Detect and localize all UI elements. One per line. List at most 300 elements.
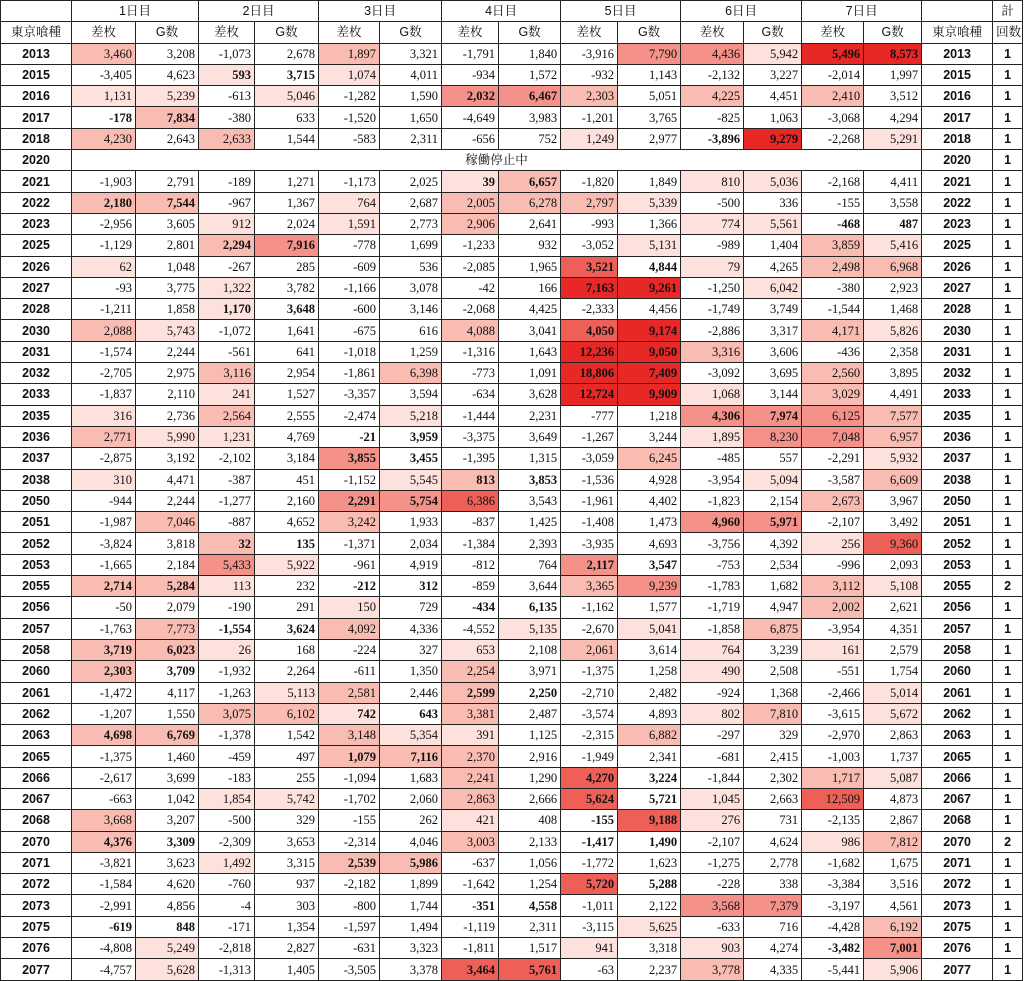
count-cell: 1 <box>993 171 1023 192</box>
games-cell: 2,184 <box>136 554 199 575</box>
sasu-cell: -1,444 <box>442 405 499 426</box>
table-row <box>1 810 1023 831</box>
sasu-cell: 2,002 <box>802 597 864 618</box>
sasu-cell: -1,554 <box>199 618 255 639</box>
games-cell: 1,840 <box>499 43 561 64</box>
table-row <box>1 618 1023 639</box>
sasu-cell: 1,231 <box>199 426 255 447</box>
sasu-cell: 3,148 <box>319 725 380 746</box>
games-cell: 5,416 <box>864 235 922 256</box>
sasu-cell: 2,410 <box>802 86 864 107</box>
machine-number-cell: 2062 <box>1 703 72 724</box>
table-row <box>1 725 1023 746</box>
games-cell: 1,490 <box>618 831 681 852</box>
games-cell: 1,259 <box>380 341 442 362</box>
games-cell: 2,663 <box>744 788 802 809</box>
sasu-cell: -1,408 <box>561 512 618 533</box>
sasu-cell: 310 <box>72 469 136 490</box>
count-cell: 1 <box>993 661 1023 682</box>
sasu-cell: -1,772 <box>561 852 618 873</box>
total-header: 計 <box>993 1 1023 22</box>
games-cell: 3,605 <box>136 213 199 234</box>
games-cell: 9,909 <box>618 384 681 405</box>
games-cell: 2,641 <box>499 213 561 234</box>
header-blank-right <box>922 1 993 22</box>
games-cell: 4,451 <box>744 86 802 107</box>
games-cell: 2,244 <box>136 341 199 362</box>
count-cell: 1 <box>993 86 1023 107</box>
games-cell: 5,932 <box>864 448 922 469</box>
machine-number-cell: 2051 <box>1 512 72 533</box>
machine-number-cell: 2022 <box>1 192 72 213</box>
sasu-cell: -2,886 <box>681 320 744 341</box>
games-cell: 4,392 <box>744 533 802 554</box>
day-header: 5日目 <box>561 1 681 22</box>
games-cell: 2,122 <box>618 895 681 916</box>
machine-number-cell: 2058 <box>1 639 72 660</box>
sasu-cell: 1,249 <box>561 128 618 149</box>
games-cell: 3,078 <box>380 277 442 298</box>
sasu-cell: -1,316 <box>442 341 499 362</box>
games-cell: 3,543 <box>499 490 561 511</box>
games-cell: 5,014 <box>864 682 922 703</box>
count-cell: 1 <box>993 256 1023 277</box>
games-cell: 2,621 <box>864 597 922 618</box>
sasu-cell: 12,509 <box>802 788 864 809</box>
sasu-cell: -837 <box>442 512 499 533</box>
games-cell: 3,644 <box>499 576 561 597</box>
sasu-cell: 113 <box>199 576 255 597</box>
sasu-cell: 1,492 <box>199 852 255 873</box>
games-cell: 2,154 <box>744 490 802 511</box>
sasu-cell: -1,233 <box>442 235 499 256</box>
games-cell: 6,102 <box>255 703 319 724</box>
sasu-cell: -3,375 <box>442 426 499 447</box>
games-cell: 4,425 <box>499 299 561 320</box>
games-cell: 1,254 <box>499 874 561 895</box>
sasu-cell: 2,370 <box>442 746 499 767</box>
games-cell: 937 <box>255 874 319 895</box>
table-row <box>1 533 1023 554</box>
games-cell: 7,812 <box>864 831 922 852</box>
games-cell: 1,404 <box>744 235 802 256</box>
sasu-cell: 813 <box>442 469 499 490</box>
games-cell: 3,695 <box>744 363 802 384</box>
games-cell: 1,042 <box>136 788 199 809</box>
sasu-cell: -2,085 <box>442 256 499 277</box>
sasu-cell: 2,180 <box>72 192 136 213</box>
games-cell: 7,577 <box>864 405 922 426</box>
games-cell: 1,517 <box>499 938 561 959</box>
sasu-cell: -4,808 <box>72 938 136 959</box>
sasu-cell: -1,417 <box>561 831 618 852</box>
sasu-cell: -1,094 <box>319 767 380 788</box>
sasu-cell: -1,384 <box>442 533 499 554</box>
sasu-cell: -1,119 <box>442 916 499 937</box>
games-cell: 5,826 <box>864 320 922 341</box>
day-header: 7日目 <box>802 1 922 22</box>
machine-number-cell: 2017 <box>1 107 72 128</box>
machine-number-cell: 2060 <box>922 661 993 682</box>
sasu-cell: -3,935 <box>561 533 618 554</box>
sasu-cell: -825 <box>681 107 744 128</box>
sasu-cell: -2,670 <box>561 618 618 639</box>
games-cell: 232 <box>255 576 319 597</box>
sasu-cell: -1,275 <box>681 852 744 873</box>
games-cell: 4,491 <box>864 384 922 405</box>
games-cell: 1,675 <box>864 852 922 873</box>
machine-number-cell: 2028 <box>1 299 72 320</box>
games-cell: 4,336 <box>380 618 442 639</box>
count-cell: 1 <box>993 192 1023 213</box>
table-row <box>1 703 1023 724</box>
games-cell: 1,290 <box>499 767 561 788</box>
machine-number-cell: 2075 <box>922 916 993 937</box>
games-cell: 2,237 <box>618 959 681 980</box>
games-cell: 1,091 <box>499 363 561 384</box>
sasu-cell: 39 <box>442 171 499 192</box>
sasu-cell: -887 <box>199 512 255 533</box>
games-cell: 6,769 <box>136 725 199 746</box>
sasu-cell: 912 <box>199 213 255 234</box>
sasu-cell: 1,717 <box>802 767 864 788</box>
sasu-cell: -1,250 <box>681 277 744 298</box>
sasu-cell: -3,954 <box>681 469 744 490</box>
sasu-cell: 2,088 <box>72 320 136 341</box>
machine-number-cell: 2020 <box>1 150 72 171</box>
games-cell: 5,108 <box>864 576 922 597</box>
machine-number-cell: 2052 <box>1 533 72 554</box>
games-cell: 1,849 <box>618 171 681 192</box>
sasu-cell: -1,949 <box>561 746 618 767</box>
games-cell: 4,335 <box>744 959 802 980</box>
machine-number-cell: 2072 <box>922 874 993 895</box>
sasu-cell: 150 <box>319 597 380 618</box>
sasu-cell: -459 <box>199 746 255 767</box>
table-row <box>1 916 1023 937</box>
table-row <box>1 576 1023 597</box>
sasu-cell: -663 <box>72 788 136 809</box>
sasu-cell: -468 <box>802 213 864 234</box>
machine-number-cell: 2026 <box>922 256 993 277</box>
games-cell: 536 <box>380 256 442 277</box>
games-column-header: G数 <box>380 22 442 43</box>
games-cell: 255 <box>255 767 319 788</box>
sasu-cell: -1,162 <box>561 597 618 618</box>
machine-number-cell: 2071 <box>922 852 993 873</box>
sasu-cell: 3,116 <box>199 363 255 384</box>
sasu-cell: -2,182 <box>319 874 380 895</box>
games-cell: 7,544 <box>136 192 199 213</box>
sasu-cell: -3,059 <box>561 448 618 469</box>
sasu-cell: -2,991 <box>72 895 136 916</box>
games-cell: 6,657 <box>499 171 561 192</box>
sasu-cell: -2,168 <box>802 171 864 192</box>
sasu-cell: -212 <box>319 576 380 597</box>
sasu-cell: 4,225 <box>681 86 744 107</box>
table-row <box>1 363 1023 384</box>
machine-number-cell: 2077 <box>1 959 72 980</box>
games-cell: 2,678 <box>255 43 319 64</box>
count-cell: 1 <box>993 320 1023 341</box>
sasu-cell: -1,072 <box>199 320 255 341</box>
games-cell: 2,025 <box>380 171 442 192</box>
sasu-cell: 4,270 <box>561 767 618 788</box>
sasu-cell: 764 <box>319 192 380 213</box>
games-cell: 3,239 <box>744 639 802 660</box>
sasu-cell: -224 <box>319 639 380 660</box>
sasu-cell: -2,710 <box>561 682 618 703</box>
games-cell: 7,834 <box>136 107 199 128</box>
games-cell: 3,699 <box>136 767 199 788</box>
games-cell: 731 <box>744 810 802 831</box>
games-cell: 2,311 <box>380 128 442 149</box>
sasu-cell: -155 <box>802 192 864 213</box>
games-cell: 6,245 <box>618 448 681 469</box>
sasu-cell: -1,584 <box>72 874 136 895</box>
sasu-cell: 3,859 <box>802 235 864 256</box>
games-cell: 7,046 <box>136 512 199 533</box>
sasu-cell: -4,428 <box>802 916 864 937</box>
games-cell: 2,250 <box>499 682 561 703</box>
sasu-cell: -656 <box>442 128 499 149</box>
games-cell: 3,547 <box>618 554 681 575</box>
games-column-header: G数 <box>499 22 561 43</box>
sasu-cell: -619 <box>72 916 136 937</box>
games-cell: 4,893 <box>618 703 681 724</box>
games-cell: 4,652 <box>255 512 319 533</box>
games-cell: 1,143 <box>618 64 681 85</box>
machine-number-cell: 2056 <box>1 597 72 618</box>
table-row <box>1 639 1023 660</box>
games-cell: 6,023 <box>136 639 199 660</box>
sasu-cell: -93 <box>72 277 136 298</box>
table-row <box>1 831 1023 852</box>
sasu-cell: -967 <box>199 192 255 213</box>
count-cell: 1 <box>993 746 1023 767</box>
sasu-cell: -3,821 <box>72 852 136 873</box>
games-cell: 5,036 <box>744 171 802 192</box>
games-cell: 5,135 <box>499 618 561 639</box>
games-cell: 5,561 <box>744 213 802 234</box>
sasu-cell: -3,197 <box>802 895 864 916</box>
sasu-cell: 4,376 <box>72 831 136 852</box>
games-cell: 1,063 <box>744 107 802 128</box>
machine-number-cell: 2015 <box>1 64 72 85</box>
machine-number-cell: 2021 <box>1 171 72 192</box>
games-cell: 2,110 <box>136 384 199 405</box>
table-row <box>1 43 1023 64</box>
count-cell: 1 <box>993 448 1023 469</box>
games-cell: 7,773 <box>136 618 199 639</box>
games-cell: 3,895 <box>864 363 922 384</box>
sasu-cell: -1,267 <box>561 426 618 447</box>
sasu-cell: 62 <box>72 256 136 277</box>
games-cell: 3,208 <box>136 43 199 64</box>
sasu-cell: -1,574 <box>72 341 136 362</box>
sasu-cell: -1,783 <box>681 576 744 597</box>
games-cell: 3,775 <box>136 277 199 298</box>
sasu-cell: -380 <box>802 277 864 298</box>
games-cell: 5,249 <box>136 938 199 959</box>
sasu-cell: -2,068 <box>442 299 499 320</box>
sasu-cell: -681 <box>681 746 744 767</box>
sasu-cell: -267 <box>199 256 255 277</box>
games-cell: 7,810 <box>744 703 802 724</box>
sasu-cell: -1,844 <box>681 767 744 788</box>
games-cell: 5,761 <box>499 959 561 980</box>
games-cell: 3,244 <box>618 426 681 447</box>
machine-number-cell: 2038 <box>922 469 993 490</box>
sasu-cell: -3,896 <box>681 128 744 149</box>
sasu-cell: -2,132 <box>681 64 744 85</box>
games-cell: 4,351 <box>864 618 922 639</box>
games-cell: 641 <box>255 341 319 362</box>
sasu-cell: -1,520 <box>319 107 380 128</box>
sasu-cell: -2,956 <box>72 213 136 234</box>
count-cell: 1 <box>993 363 1023 384</box>
games-cell: 2,643 <box>136 128 199 149</box>
games-cell: 262 <box>380 810 442 831</box>
games-cell: 3,321 <box>380 43 442 64</box>
games-cell: 3,317 <box>744 320 802 341</box>
games-cell: 3,558 <box>864 192 922 213</box>
sasu-cell: -2,466 <box>802 682 864 703</box>
games-cell: 2,160 <box>255 490 319 511</box>
games-cell: 7,001 <box>864 938 922 959</box>
games-cell: 5,087 <box>864 767 922 788</box>
header-row-columns <box>1 22 1023 43</box>
sasu-cell: -1,719 <box>681 597 744 618</box>
sasu-cell: -1,823 <box>681 490 744 511</box>
games-cell: 497 <box>255 746 319 767</box>
games-cell: 5,041 <box>618 618 681 639</box>
sasu-cell: -1,073 <box>199 43 255 64</box>
games-cell: 487 <box>864 213 922 234</box>
sasu-cell: -1,961 <box>561 490 618 511</box>
sasu-cell: -859 <box>442 576 499 597</box>
count-cell: 1 <box>993 235 1023 256</box>
table-row <box>1 235 1023 256</box>
games-cell: 1,494 <box>380 916 442 937</box>
sasu-cell: 903 <box>681 938 744 959</box>
games-cell: 2,244 <box>136 490 199 511</box>
sasu-cell: 5,624 <box>561 788 618 809</box>
games-cell: 3,315 <box>255 852 319 873</box>
sasu-cell: -2,014 <box>802 64 864 85</box>
sasu-cell: -561 <box>199 341 255 362</box>
sasu-cell: -5,441 <box>802 959 864 980</box>
sasu-cell: 2,633 <box>199 128 255 149</box>
games-cell: 1,933 <box>380 512 442 533</box>
sasu-cell: 986 <box>802 831 864 852</box>
games-cell: 1,405 <box>255 959 319 980</box>
sasu-cell: -800 <box>319 895 380 916</box>
games-cell: 5,625 <box>618 916 681 937</box>
sasu-cell: -1,811 <box>442 938 499 959</box>
sasu-cell: 3,381 <box>442 703 499 724</box>
sasu-cell: 5,433 <box>199 554 255 575</box>
sasu-cell: -297 <box>681 725 744 746</box>
sasu-cell: -4,757 <box>72 959 136 980</box>
games-cell: 3,144 <box>744 384 802 405</box>
machine-column-header: 東京喰種 <box>922 22 993 43</box>
sasu-cell: 1,079 <box>319 746 380 767</box>
sasu-cell: 2,797 <box>561 192 618 213</box>
games-cell: 3,649 <box>499 426 561 447</box>
games-cell: 5,942 <box>744 43 802 64</box>
games-cell: 3,614 <box>618 639 681 660</box>
machine-number-cell: 2063 <box>1 725 72 746</box>
games-cell: 9,050 <box>618 341 681 362</box>
table-row <box>1 341 1023 362</box>
machine-number-cell: 2067 <box>1 788 72 809</box>
machine-number-cell: 2057 <box>922 618 993 639</box>
games-cell: 3,628 <box>499 384 561 405</box>
sasu-cell: 26 <box>199 639 255 660</box>
games-cell: 3,967 <box>864 490 922 511</box>
machine-number-cell: 2027 <box>1 277 72 298</box>
sasu-cell: -155 <box>319 810 380 831</box>
games-cell: 1,544 <box>255 128 319 149</box>
games-cell: 6,135 <box>499 597 561 618</box>
table-row <box>1 192 1023 213</box>
games-cell: 336 <box>744 192 802 213</box>
sasu-cell: 2,117 <box>561 554 618 575</box>
sasu-cell: 2,581 <box>319 682 380 703</box>
table-row <box>1 107 1023 128</box>
games-cell: 2,341 <box>618 746 681 767</box>
games-cell: 2,916 <box>499 746 561 767</box>
table-row <box>1 554 1023 575</box>
games-cell: 3,455 <box>380 448 442 469</box>
sasu-cell: 3,003 <box>442 831 499 852</box>
games-cell: 9,174 <box>618 320 681 341</box>
sasu-cell: -3,482 <box>802 938 864 959</box>
games-cell: 3,227 <box>744 64 802 85</box>
machine-number-cell: 2062 <box>922 703 993 724</box>
sasu-cell: -551 <box>802 661 864 682</box>
games-cell: 5,339 <box>618 192 681 213</box>
sasu-cell: 1,068 <box>681 384 744 405</box>
games-cell: 2,827 <box>255 938 319 959</box>
games-cell: 1,125 <box>499 725 561 746</box>
sasu-cell: -2,875 <box>72 448 136 469</box>
games-cell: 4,471 <box>136 469 199 490</box>
count-cell: 1 <box>993 533 1023 554</box>
games-cell: 4,294 <box>864 107 922 128</box>
machine-number-cell: 2076 <box>1 938 72 959</box>
sasu-cell: 653 <box>442 639 499 660</box>
sasu-cell: -3,916 <box>561 43 618 64</box>
games-cell: 5,754 <box>380 490 442 511</box>
day-header: 3日目 <box>319 1 442 22</box>
games-cell: 2,867 <box>864 810 922 831</box>
sasu-cell: -183 <box>199 767 255 788</box>
sasu-cell: 2,303 <box>561 86 618 107</box>
sasu-cell: -613 <box>199 86 255 107</box>
games-cell: 1,468 <box>864 299 922 320</box>
games-cell: 1,754 <box>864 661 922 682</box>
games-cell: 1,623 <box>618 852 681 873</box>
machine-column-header: 東京喰種 <box>1 22 72 43</box>
stopped-notice: 稼働停止中 <box>72 150 922 171</box>
games-cell: 451 <box>255 469 319 490</box>
sasu-cell: -2,314 <box>319 831 380 852</box>
count-cell: 1 <box>993 341 1023 362</box>
games-cell: 5,288 <box>618 874 681 895</box>
sasu-cell: -2,315 <box>561 725 618 746</box>
